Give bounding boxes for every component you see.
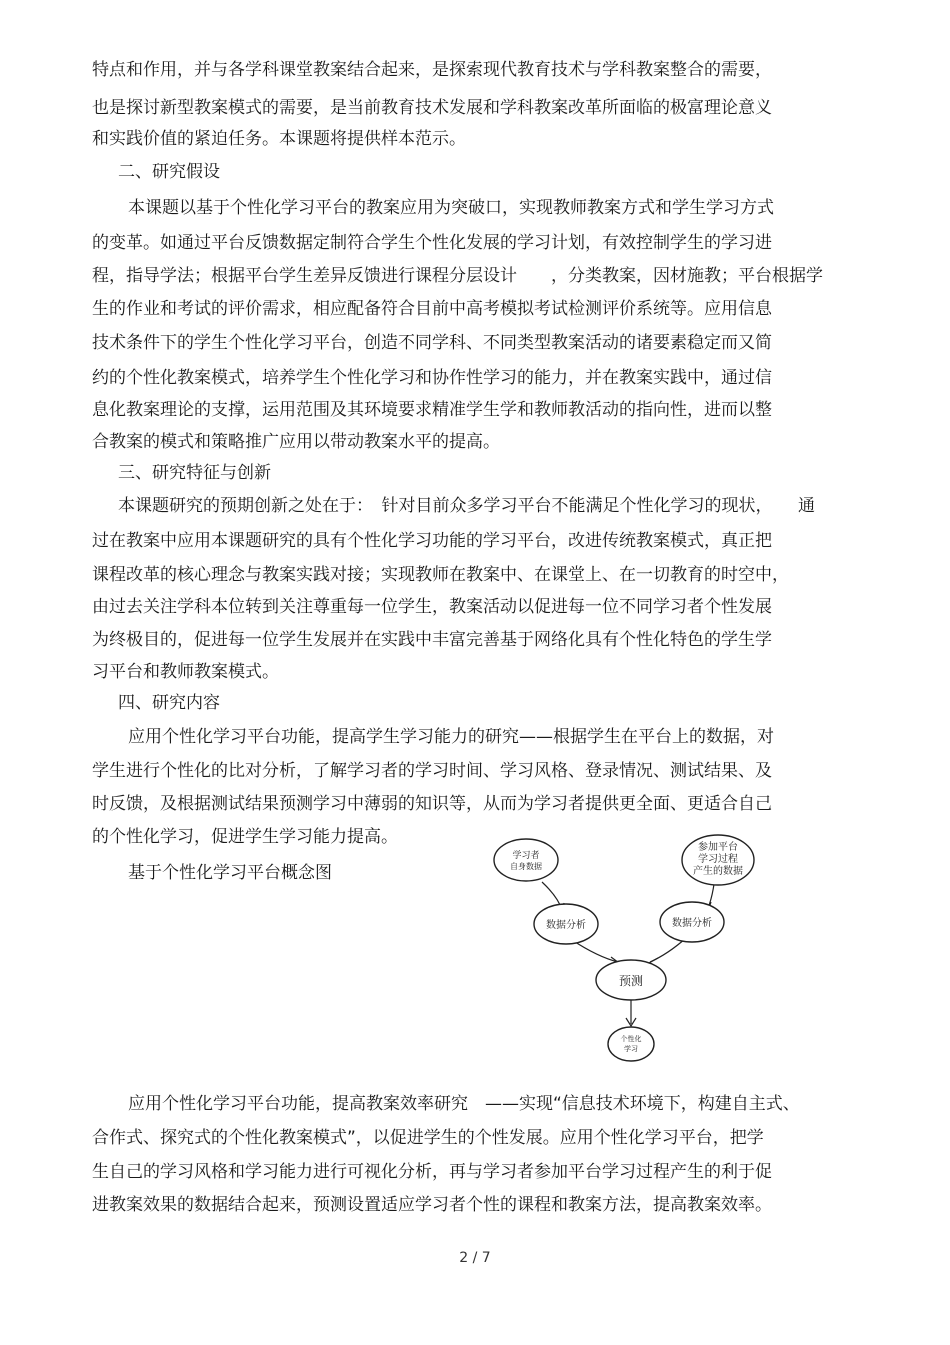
text-line: 程，指导学法；根据平台学生差异反馈进行课程分层设计 ，分类教案，因材施教；平台根据学 [92,266,823,286]
text-line: 和实践价值的紧迫任务。本课题将提供样本范示。 [92,129,466,149]
text-line: 约的个性化教案模式，培养学生个性化学习和协作性学习的能力，并在教案实践中，通过信 [92,368,772,388]
node-platform-data-label: 产生的数据 [693,866,743,877]
text-line: 也是探讨新型教案模式的需要，是当前教育技术发展和学科教案改革所面临的极富理论意义 [92,98,772,118]
node-personal-learning-label: 个性化 [620,1035,642,1043]
text-line: 进教案效果的数据结合起来，预测设置适应学习者个性的课程和教案方法，提高教案效率。 [92,1195,772,1215]
text-line: 的个性化学习，促进学生学习能力提高。 [92,827,398,847]
node-platform-data-label: 参加平台 [698,842,738,853]
text-line: 合作式、探究式的个性化教案模式”，以促进学生的个性发展。应用个性化学习平台，把学 [92,1128,764,1148]
text-line: 生的作业和考试的评价需求，相应配备符合目前中高考模拟考试检测评价系统等。应用信息 [92,299,772,319]
edge-analysis-left-to-predict [572,940,618,962]
text-line: 应用个性化学习平台功能，提高学生学习能力的研究——根据学生在平台上的数据，对 [128,727,774,747]
section-heading-innovation: 三、研究特征与创新 [118,463,271,483]
section-heading-hypothesis: 二、研究假设 [118,162,220,182]
page-number: 2 / 7 [459,1250,491,1266]
node-predict-label: 预测 [618,974,644,988]
text-line: 特点和作用，并与各学科课堂教案结合起来，是探索现代教育技术与学科教案整合的需要， [92,60,772,80]
node-self-data-label: 自身数据 [510,862,542,871]
text-line: 习平台和教师教案模式。 [92,662,279,682]
edge-analysis-right-to-predict [650,938,686,962]
text-line: 生自己的学习风格和学习能力进行可视化分析，再与学习者参加平台学习过程产生的利于促 [92,1162,772,1182]
node-personal-learning [608,1027,654,1061]
text-line: 课程改革的核心理念与教案实践对接；实现教师在教案中、在课堂上、在一切教育的时空中， [92,565,789,585]
concept-diagram [480,832,780,1072]
text-line: 学生进行个性化的比对分析，了解学习者的学习时间、学习风格、登录情况、测试结果、及 [92,761,772,781]
section-heading-content: 四、研究内容 [118,693,220,713]
node-self-data-label: 学习者 [512,851,540,861]
text-line: 时反馈，及根据测试结果预测学习中薄弱的知识等，从而为学习者提供更全面、更适合自己 [92,794,772,814]
node-platform-data-label: 学习过程 [698,854,738,865]
node-personal-learning-label: 学习 [624,1045,638,1053]
text-line: 的变革。如通过平台反馈数据定制符合学生个性化发展的学习计划，有效控制学生的学习进 [92,233,772,253]
text-line: 技术条件下的学生个性化学习平台，创造不同学科、不同类型教案活动的诸要素稳定而又简 [92,333,772,353]
text-line: 过在教案中应用本课题研究的具有个性化学习功能的学习平台，改进传统教案模式，真正把 [92,531,772,551]
text-line: 合教案的模式和策略推广应用以带动教案水平的提高。 [92,432,500,452]
text-line: 本课题以基于个性化学习平台的教案应用为突破口，实现教师教案方式和学生学习方式 [128,198,774,218]
node-analysis-right-label: 数据分析 [672,918,712,929]
text-line: 应用个性化学习平台功能，提高教案效率研究 ——实现“信息技术环境下，构建自主式、 [128,1094,800,1114]
text-line: 为终极目的，促进每一位学生发展并在实践中丰富完善基于网络化具有个性化特色的学生学 [92,630,772,650]
text-line: 本课题研究的预期创新之处在于： 针对目前众多学习平台不能满足个性化学习的现状， 通 [118,496,815,516]
text-line: 息化教案理论的支撑，运用范围及其环境要求精准学生学和教师教活动的指向性，进而以整 [92,400,772,420]
text-line: 由过去关注学科本位转到关注尊重每一位学生，教案活动以促进每一位不同学习者个性发展 [92,597,772,617]
diagram-caption: 基于个性化学习平台概念图 [128,863,332,883]
node-analysis-left-label: 数据分析 [546,920,586,931]
